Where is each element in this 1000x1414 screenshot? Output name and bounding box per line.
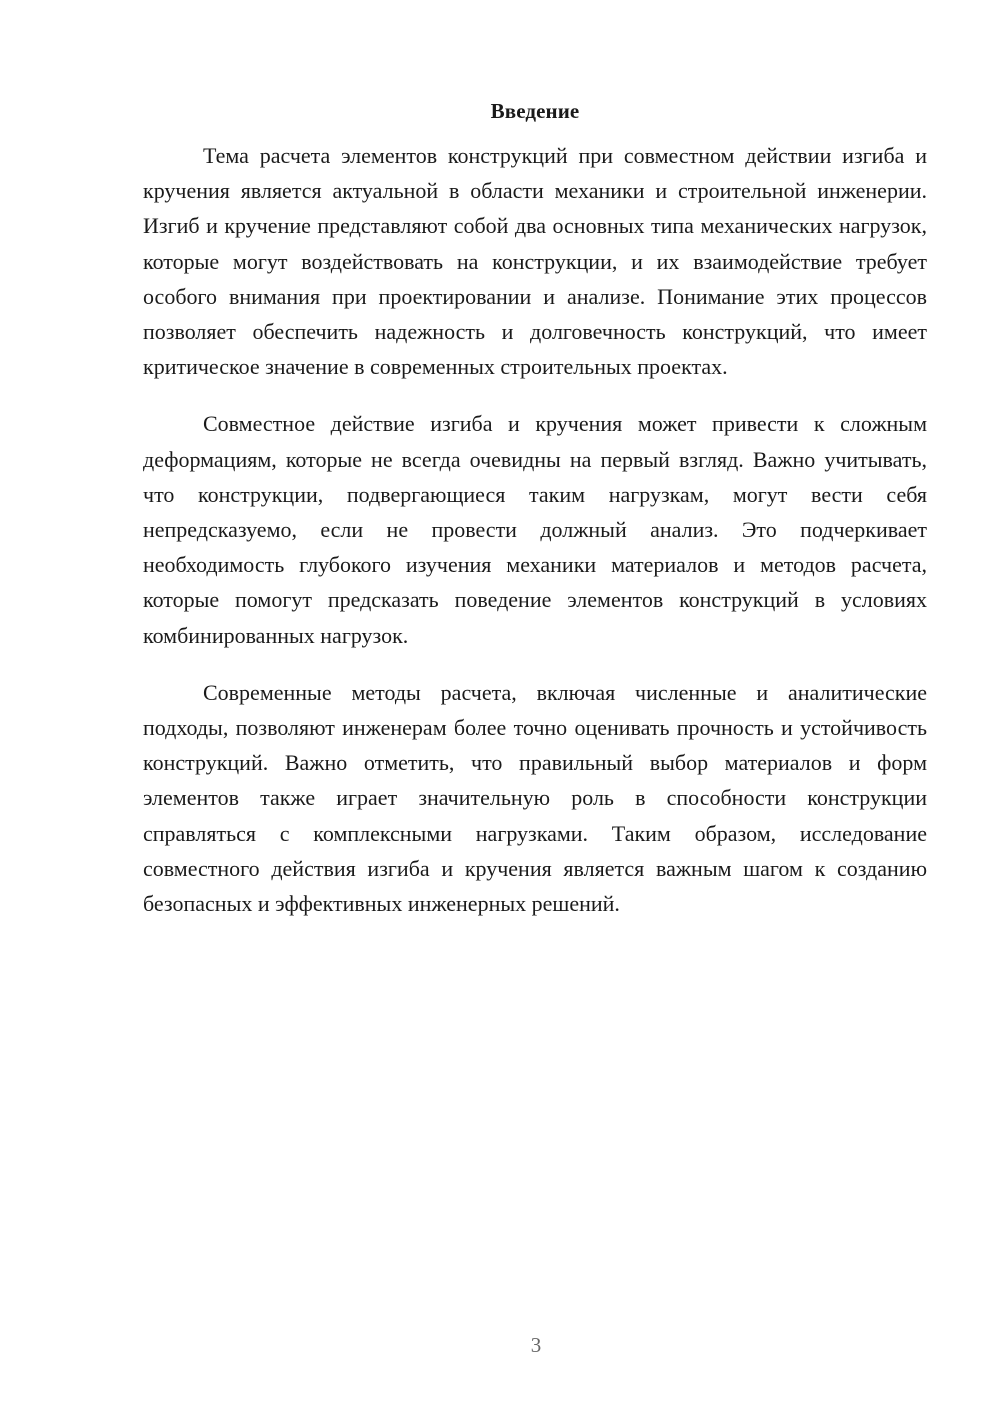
page-content [143, 96, 927, 943]
paragraph-2: Совместное действие изгиба и кручения может привести к сложным деформациям, которые не всегда очевидны на первый взгляд. Важно учитывать, что конструкции, подвергающиеся таким нагрузкам, могут вести себя непредсказуемо, если не провести должный анализ. Это подчеркивает необходимость глубокого изучения механики материалов и методов расчета, которые помогут предсказать поведение элементов конструкций в условиях комбинированных нагрузок. [143, 411, 927, 648]
page-number: 3 [530, 1333, 542, 1357]
paragraph-3: Современные методы расчета, включая численные и аналитические подходы, позволяют инженерам более точно оценивать прочность и устойчивость конструкций. Важно отметить, что правильный выбор материалов и форм элементов также играет значительную роль в способности конструкции справляться с комплексными нагрузками. Таким образом, исследование совместного действия изгиба и кручения является важным шагом к созданию безопасных и эффективных инженерных решений. [143, 679, 927, 917]
paragraph-1: Тема расчета элементов конструкций при совместном действии изгиба и кручения является актуальной в области механики и строительной инженерии. Изгиб и кручение представляют собой два основных типа механических нагрузок, которые могут воздействовать на конструкции, и их взаимодействие требует особого внимания при проектировании и анализе. Понимание этих процессов позволяет обеспечить надежность и долговечность конструкций, что имеет критическое значение в современных строительных проектах. [143, 143, 927, 380]
section-heading: Введение [490, 99, 580, 123]
